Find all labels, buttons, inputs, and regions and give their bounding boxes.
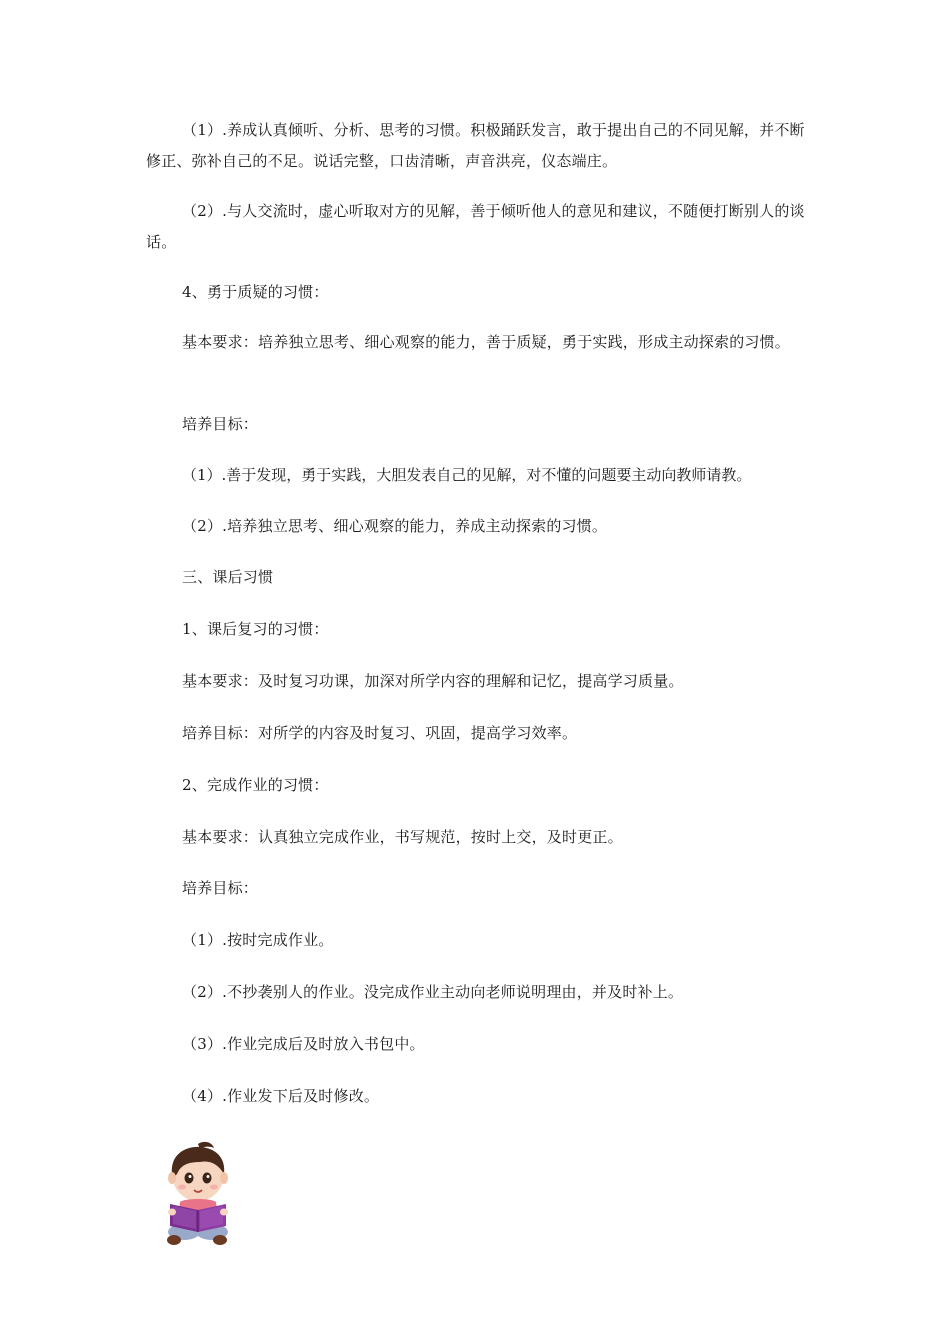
paragraph-goal-3-2: （2）.不抄袭别人的作业。没完成作业主动向老师说明理由，并及时补上。 <box>182 983 684 1001</box>
paragraph-1: （1）.养成认真倾听、分析、思考的习惯。积极踊跃发言，敢于提出自己的不同见解，并不断修正、弥补自己的不足。说话完整，口齿清晰，声音洪亮，仪态端庄。 <box>146 121 805 170</box>
paragraph-goal-3-1: （1）.按时完成作业。 <box>182 931 334 949</box>
child-reading-illustration <box>160 1140 236 1248</box>
heading-training-goal-3: 培养目标： <box>182 879 259 897</box>
paragraph-goal-3-4: （4）.作业发下后及时修改。 <box>182 1087 380 1105</box>
paragraph-training-goal-2: 培养目标：对所学的内容及时复习、巩固，提高学习效率。 <box>182 724 578 742</box>
heading-training-goal-1: 培养目标： <box>182 415 259 433</box>
heading-review-habit: 1、课后复习的习惯： <box>182 620 329 638</box>
paragraph-2: （2）.与人交流时，虚心听取对方的见解，善于倾听他人的意见和建议，不随便打断别人的谈话。 <box>146 202 805 251</box>
heading-after-class-habits: 三、课后习惯 <box>182 568 274 586</box>
heading-questioning-habit: 4、勇于质疑的习惯： <box>182 283 329 301</box>
paragraph-basic-requirement-2: 基本要求：及时复习功课，加深对所学内容的理解和记忆，提高学习质量。 <box>182 672 684 690</box>
paragraph-basic-requirement-3: 基本要求：认真独立完成作业，书写规范，按时上交，及时更正。 <box>182 828 623 846</box>
paragraph-basic-requirement-1: 基本要求：培养独立思考、细心观察的能力，善于质疑，勇于实践，形成主动探索的习惯。 <box>182 333 791 351</box>
paragraph-goal-1-1: （1）.善于发现，勇于实践，大胆发表自己的见解，对不懂的问题要主动向教师请教。 <box>182 466 752 484</box>
paragraph-goal-3-3: （3）.作业完成后及时放入书包中。 <box>182 1035 425 1053</box>
heading-homework-habit: 2、完成作业的习惯： <box>182 776 329 794</box>
paragraph-goal-1-2: （2）.培养独立思考、细心观察的能力，养成主动探索的习惯。 <box>182 517 608 535</box>
